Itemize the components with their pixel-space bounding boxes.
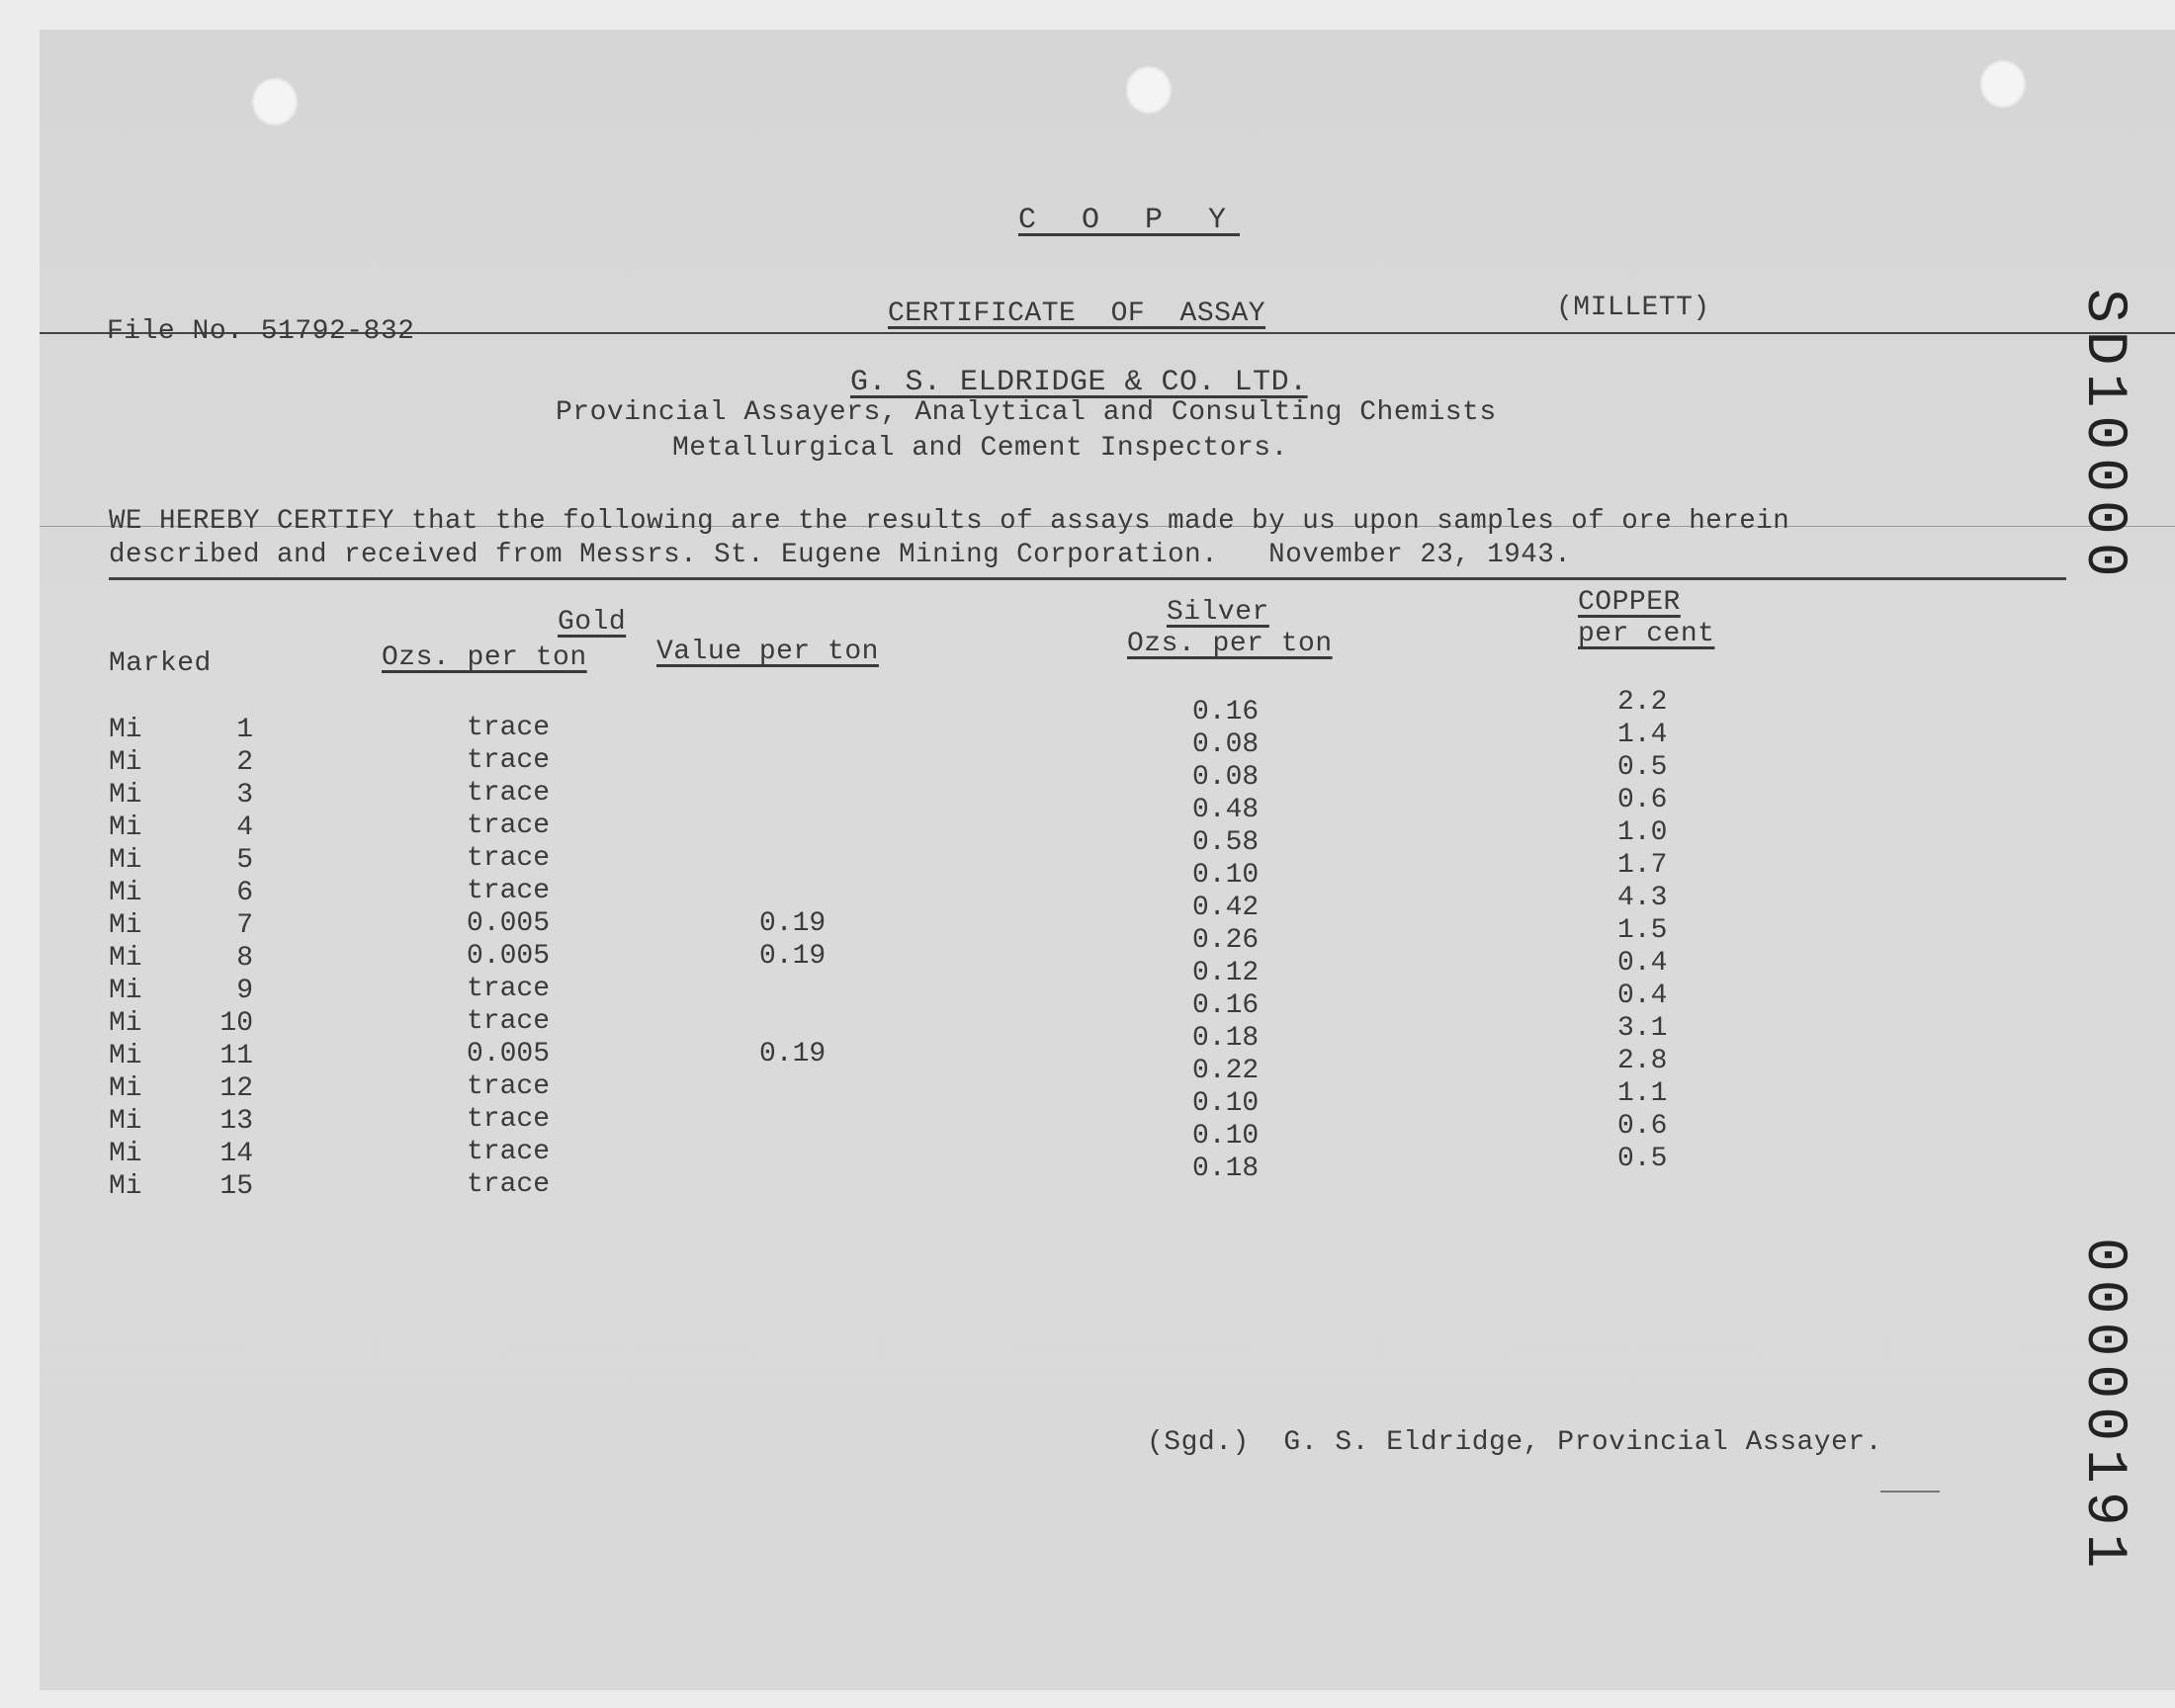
- gold-value-cell: [759, 1168, 826, 1201]
- gold-value-column: [759, 712, 826, 1201]
- copper-cell: 0.5: [1617, 1144, 1668, 1174]
- sample-number: 7: [236, 910, 253, 941]
- gold-ozs-cell: 0.005: [467, 908, 551, 939]
- sample-number: 10: [219, 1008, 253, 1039]
- silver-cell: 0.10: [1192, 1121, 1260, 1152]
- sample-prefix: Mi: [109, 1073, 142, 1104]
- table-row-label: [109, 844, 253, 877]
- copper-cell: 0.4: [1617, 948, 1668, 979]
- gold-value-cell: [759, 875, 826, 907]
- copper-cell: 2.2: [1617, 687, 1668, 718]
- sample-number: 3: [236, 780, 253, 811]
- sample-number: 4: [236, 812, 253, 843]
- gold-ozs-cell: 0.005: [467, 1039, 551, 1069]
- copy-label: C O P Y: [1018, 204, 1241, 237]
- gold-value-cell: [759, 810, 826, 842]
- silver-cell: 0.22: [1192, 1056, 1260, 1086]
- gold-value-cell: [759, 1103, 826, 1136]
- punch-hole-right: [1979, 59, 2027, 109]
- silver-column: [1192, 696, 1259, 1185]
- gold-ozs-cell: trace: [467, 876, 551, 906]
- table-row-label: [109, 942, 253, 975]
- gold-ozs-cell: trace: [467, 811, 551, 841]
- silver-cell: 0.16: [1192, 990, 1260, 1021]
- page-stamp-top: SD10000: [2071, 289, 2135, 585]
- sample-prefix: Mi: [109, 845, 142, 876]
- col-silver: Silver: [1167, 597, 1269, 628]
- gold-value-cell: [759, 1070, 826, 1103]
- table-row-label: [109, 877, 253, 909]
- sample-number: 2: [236, 747, 253, 778]
- punch-hole-left: [251, 77, 299, 127]
- col-gold-ozs: Ozs. per ton: [382, 642, 587, 673]
- sample-number: 11: [219, 1041, 253, 1071]
- marked-column: [109, 714, 253, 1203]
- file-number: File No. 51792-832: [107, 316, 415, 347]
- silver-cell: 0.16: [1192, 697, 1260, 727]
- signature-mark: [1880, 1491, 1940, 1493]
- copper-cell: 1.4: [1617, 720, 1668, 750]
- copper-cell: 3.1: [1617, 1013, 1668, 1044]
- gold-value-cell: [759, 777, 826, 810]
- sample-prefix: Mi: [109, 1171, 142, 1202]
- copper-cell: 1.1: [1617, 1078, 1668, 1109]
- sample-number: 6: [236, 878, 253, 908]
- table-row-label: [109, 1072, 253, 1105]
- gold-value-cell: 0.19: [759, 1039, 826, 1069]
- certify-line-2: described and received from Messrs. St. Eugene Mining Corporation. November 23, 1943.: [109, 540, 1572, 570]
- certify-underline: [109, 577, 2066, 580]
- copper-cell: 1.5: [1617, 915, 1668, 946]
- sample-prefix: Mi: [109, 780, 142, 811]
- silver-cell: 0.12: [1192, 958, 1260, 988]
- sample-prefix: Mi: [109, 910, 142, 941]
- sample-prefix: Mi: [109, 1139, 142, 1169]
- gold-ozs-cell: trace: [467, 745, 551, 776]
- sample-prefix: Mi: [109, 1041, 142, 1071]
- copper-cell: 0.6: [1617, 785, 1668, 815]
- company-subtitle-1: Provincial Assayers, Analytical and Consulting Chemists: [556, 397, 1497, 428]
- sample-number: 1: [236, 715, 253, 745]
- gold-value-cell: [759, 712, 826, 744]
- gold-ozs-cell: trace: [467, 843, 551, 874]
- silver-cell: 0.18: [1192, 1153, 1260, 1184]
- silver-cell: 0.58: [1192, 827, 1260, 858]
- gold-ozs-cell: trace: [467, 974, 551, 1004]
- sample-prefix: Mi: [109, 812, 142, 843]
- gold-ozs-cell: trace: [467, 1104, 551, 1135]
- col-gold-value: Value per ton: [656, 637, 879, 667]
- silver-cell: 0.18: [1192, 1023, 1260, 1054]
- sample-prefix: Mi: [109, 1106, 142, 1137]
- table-row-label: [109, 1138, 253, 1170]
- sample-prefix: Mi: [109, 1008, 142, 1039]
- copper-cell: 2.8: [1617, 1046, 1668, 1076]
- sample-prefix: Mi: [109, 715, 142, 745]
- page-stamp-bottom: 00000191: [2071, 1238, 2135, 1577]
- silver-cell: 0.48: [1192, 795, 1260, 825]
- col-silver-ozs: Ozs. per ton: [1127, 629, 1333, 659]
- sample-number: 9: [236, 976, 253, 1006]
- table-row-label: [109, 779, 253, 811]
- table-row-label: [109, 714, 253, 746]
- sample-number: 12: [219, 1073, 253, 1104]
- gold-ozs-cell: trace: [467, 778, 551, 809]
- document-sheet: [40, 30, 2175, 1690]
- table-row-label: [109, 746, 253, 779]
- table-row-label: [109, 1007, 253, 1040]
- sample-number: 5: [236, 845, 253, 876]
- sample-prefix: Mi: [109, 878, 142, 908]
- gold-value-cell: 0.19: [759, 941, 826, 972]
- gold-value-cell: [759, 744, 826, 777]
- col-copper: COPPER: [1578, 587, 1681, 618]
- gold-value-cell: [759, 973, 826, 1005]
- silver-cell: 0.26: [1192, 925, 1260, 956]
- copper-cell: 1.0: [1617, 817, 1668, 848]
- copper-column: [1617, 686, 1667, 1175]
- sample-number: 15: [219, 1171, 253, 1202]
- sample-number: 8: [236, 943, 253, 974]
- silver-cell: 0.42: [1192, 893, 1260, 923]
- sample-number: 13: [219, 1106, 253, 1137]
- gold-value-cell: [759, 1136, 826, 1168]
- gold-ozs-cell: trace: [467, 1137, 551, 1167]
- gold-ozs-cell: trace: [467, 1071, 551, 1102]
- signature-line: (Sgd.) G. S. Eldridge, Provincial Assayer.: [1147, 1427, 1883, 1458]
- copper-cell: 1.7: [1617, 850, 1668, 881]
- gold-ozs-cell: trace: [467, 713, 551, 743]
- sample-prefix: Mi: [109, 943, 142, 974]
- table-row-label: [109, 1040, 253, 1072]
- silver-cell: 0.10: [1192, 1088, 1260, 1119]
- table-row-label: [109, 1105, 253, 1138]
- gold-ozs-cell: trace: [467, 1006, 551, 1037]
- sample-number: 14: [219, 1139, 253, 1169]
- copper-cell: 0.6: [1617, 1111, 1668, 1142]
- copper-cell: 0.5: [1617, 752, 1668, 783]
- col-copper-unit: per cent: [1578, 619, 1715, 649]
- gold-value-cell: 0.19: [759, 908, 826, 939]
- gold-ozs-column: [467, 712, 550, 1201]
- table-row-label: [109, 1170, 253, 1203]
- certificate-title: CERTIFICATE OF ASSAY: [888, 299, 1266, 329]
- company-subtitle-2: Metallurgical and Cement Inspectors.: [672, 433, 1288, 464]
- silver-cell: 0.08: [1192, 762, 1260, 793]
- silver-cell: 0.08: [1192, 729, 1260, 760]
- gold-value-cell: [759, 1005, 826, 1038]
- table-row-label: [109, 975, 253, 1007]
- sample-prefix: Mi: [109, 976, 142, 1006]
- col-marked: Marked: [109, 648, 212, 679]
- sample-prefix: Mi: [109, 747, 142, 778]
- punch-hole-center: [1125, 65, 1173, 115]
- company-name: G. S. ELDRIDGE & CO. LTD.: [850, 366, 1308, 399]
- certify-line-1: WE HEREBY CERTIFY that the following are the results of assays made by us upon samples of ore herein: [109, 506, 1790, 537]
- copper-cell: 0.4: [1617, 981, 1668, 1011]
- col-gold: Gold: [558, 607, 627, 638]
- table-row-label: [109, 909, 253, 942]
- silver-cell: 0.10: [1192, 860, 1260, 891]
- gold-ozs-cell: 0.005: [467, 941, 551, 972]
- copper-cell: 4.3: [1617, 883, 1668, 913]
- gold-ozs-cell: trace: [467, 1169, 551, 1200]
- table-row-label: [109, 811, 253, 844]
- gold-value-cell: [759, 842, 826, 875]
- client-tag: (MILLETT): [1556, 293, 1710, 323]
